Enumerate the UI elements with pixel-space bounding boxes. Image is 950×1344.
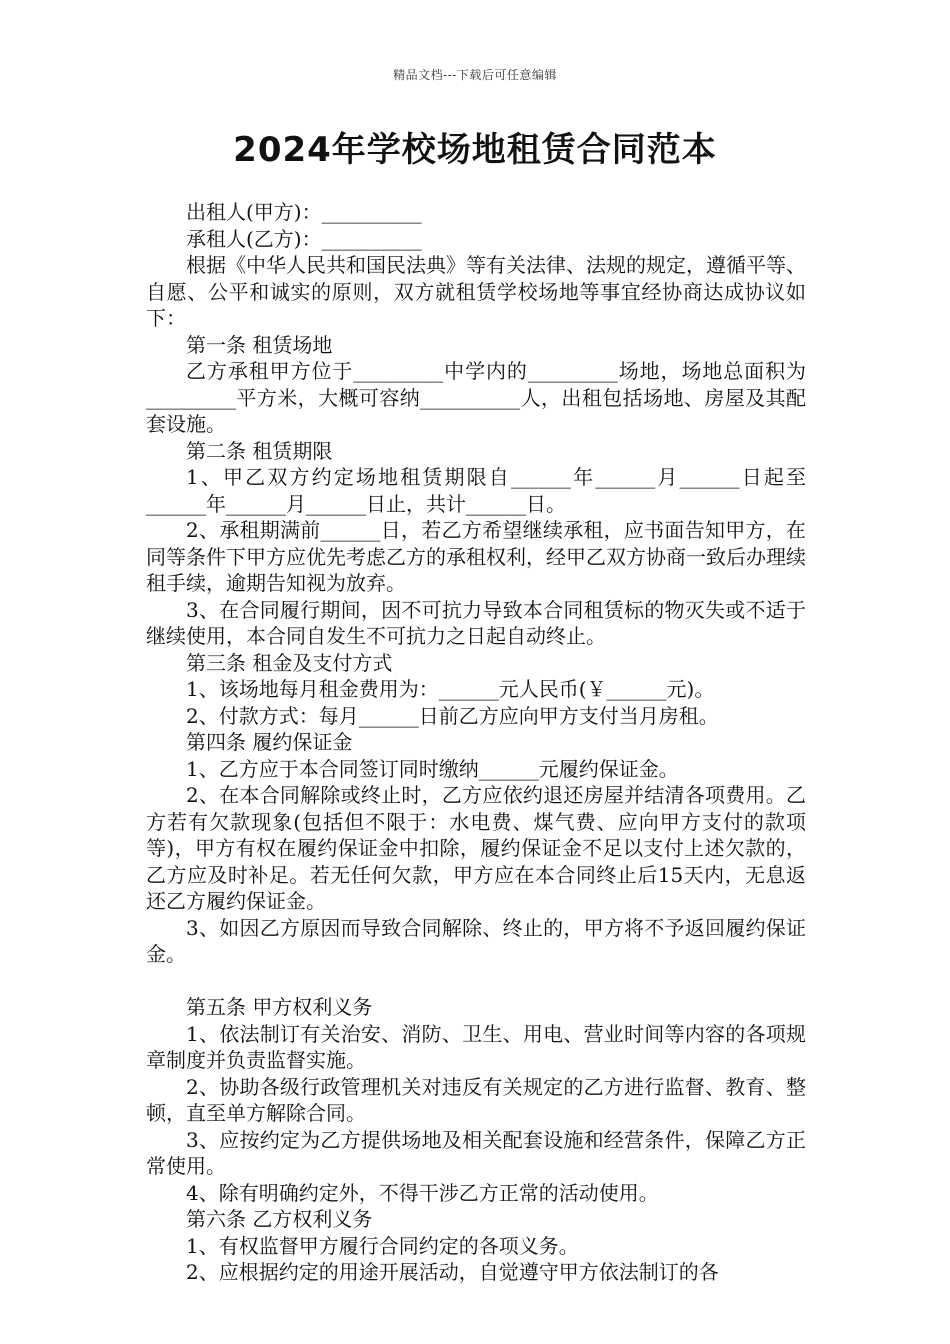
article-4-clause-1: 1、乙方应于本合同签订同时缴纳______元履约保证金。 — [186, 756, 679, 781]
party-a-line: 出租人(甲方)：__________ — [186, 200, 422, 224]
article-4-clause-2: 2、在本合同解除或终止时，乙方应依约退还房屋并结清各项费用。乙方若有欠款现象(包括但不限于：水电费、煤气费、应向甲方支付的款项等)，甲方有权在履约保证金中扣除，履约保证金不足以支付上述欠款的，乙方应及时补足。若无任何欠款，甲方应在本合同终止后15天内，无息返还乙方履约保证金。 — [146, 783, 806, 913]
article-2-clause-2: 2、承租期满前______日，若乙方希望继续承租，应书面告知甲方，在同等条件下甲方应优先考虑乙方的承租权利，经甲乙双方协商一致后办理续租手续，逾期告知视为放弃。 — [146, 518, 806, 595]
article-6-heading: 第六条 乙方权利义务 — [186, 1207, 373, 1231]
document-body — [146, 199, 806, 1286]
article-5-clause-1: 1、依法制订有关治安、消防、卫生、用电、营业时间等内容的各项规章制度并负责监督实施。 — [146, 1021, 806, 1072]
document-title: 2024年学校场地租赁合同范本 — [233, 130, 717, 170]
article-5-clause-4: 4、除有明确约定外，不得干涉乙方正常的活动使用。 — [186, 1180, 659, 1205]
party-b-line: 承租人(乙方)：__________ — [186, 226, 422, 251]
article-1-paragraph: 乙方承租甲方位于_________中学内的_________场地，场地总面积为_________平方米，大概可容纳__________人，出租包括场地、房屋及其配套设施。 — [146, 359, 806, 436]
article-6-clause-2: 2、应根据约定的用途开展活动，自觉遵守甲方依法制订的各 — [186, 1260, 719, 1284]
article-5-clause-2: 2、协助各级行政管理机关对违反有关规定的乙方进行监督、教育、整顿，直至单方解除合同。 — [146, 1074, 806, 1125]
article-3-clause-1: 1、该场地每月租金费用为：______元人民币(￥______元)。 — [186, 677, 715, 701]
article-2-clause-3: 3、在合同履行期间，因不可抗力导致本合同租赁标的物灭失或不适于继续使用，本合同自发生不可抗力之日起自动终止。 — [146, 597, 806, 648]
article-4-clause-3: 3、如因乙方原因而导致合同解除、终止的，甲方将不予返回履约保证金。 — [146, 915, 806, 966]
article-5-heading: 第五条 甲方权利义务 — [186, 995, 373, 1019]
header-note: 精品文档---下载后可任意编辑 — [393, 68, 557, 82]
article-6-clause-1: 1、有权监督甲方履行合同约定的各项义务。 — [186, 1233, 579, 1258]
article-3-heading: 第三条 租金及支付方式 — [186, 650, 393, 675]
article-3-clause-2: 2、付款方式：每月______日前乙方应向甲方支付当月房租。 — [186, 703, 719, 728]
preamble-paragraph: 根据《中华人民共和国民法典》等有关法律、法规的规定，遵循平等、自愿、公平和诚实的原则，双方就租赁学校场地等事宜经协商达成协议如下： — [146, 253, 806, 330]
article-2-clause-1: 1、甲乙双方约定场地租赁期限自______年______月______日起至______年______月______日止，共计______日。 — [146, 465, 806, 516]
article-4-heading: 第四条 履约保证金 — [186, 730, 353, 754]
blank-line — [146, 968, 806, 995]
article-1-heading: 第一条 租赁场地 — [186, 332, 333, 357]
article-5-clause-3: 3、应按约定为乙方提供场地及相关配套设施和经营条件，保障乙方正常使用。 — [146, 1127, 806, 1178]
article-2-heading: 第二条 租赁期限 — [186, 438, 333, 463]
